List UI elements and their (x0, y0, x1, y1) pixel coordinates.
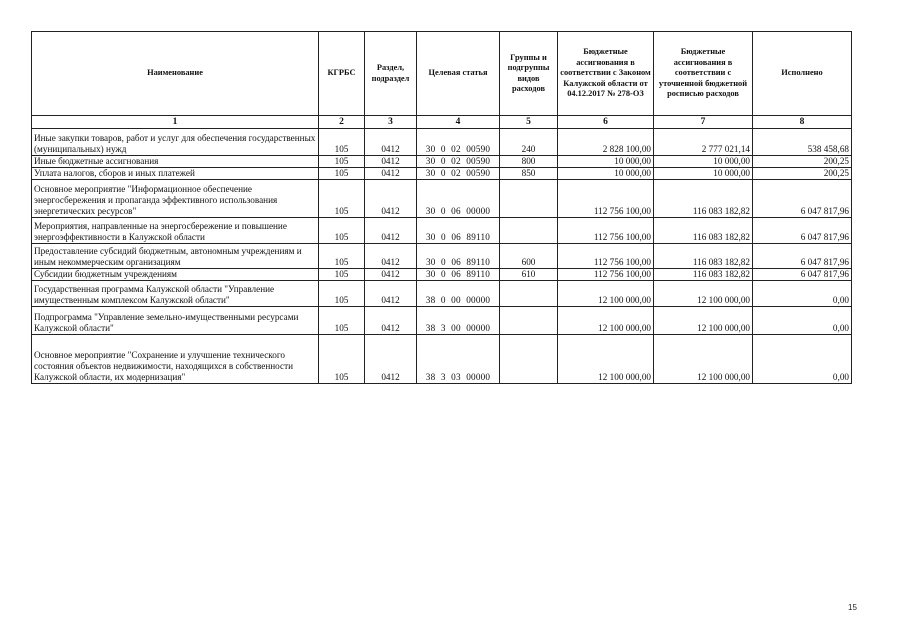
row-name: Иные закупки товаров, работ и услуг для обеспечения государственных (муниципальных) нужд (32, 129, 319, 156)
row-law-allocation: 112 756 100,00 (558, 218, 654, 244)
row-law-allocation: 10 000,00 (558, 156, 654, 168)
row-group (500, 218, 558, 244)
table-row (32, 180, 852, 218)
row-target: 38 3 03 00000 (417, 335, 500, 384)
row-refined-allocation: 116 083 182,82 (654, 180, 753, 218)
row-executed: 6 047 817,96 (753, 244, 852, 269)
row-refined-allocation: 12 100 000,00 (654, 335, 753, 384)
row-refined-allocation: 116 083 182,82 (654, 269, 753, 281)
row-kgrbs: 105 (319, 180, 365, 218)
row-target: 30 0 06 89110 (417, 269, 500, 281)
header-refined-allocation: Бюджетные ассигнования в соответствии с уточненной бюджетной росписью расходов (654, 32, 753, 116)
row-section: 0412 (365, 307, 417, 335)
budget-table (31, 31, 852, 384)
row-kgrbs: 105 (319, 168, 365, 180)
column-number: 3 (365, 116, 417, 129)
row-name: Мероприятия, направленные на энергосбережение и повышение энергоэффективности в Калужской области (32, 218, 319, 244)
row-refined-allocation: 116 083 182,82 (654, 218, 753, 244)
row-name: Уплата налогов, сборов и иных платежей (32, 168, 319, 180)
header-law-allocation: Бюджетные ассигнования в соответствии с Законом Калужской области от 04.12.2017 № 278-ОЗ (558, 32, 654, 116)
row-refined-allocation: 12 100 000,00 (654, 307, 753, 335)
row-law-allocation: 2 828 100,00 (558, 129, 654, 156)
row-kgrbs: 105 (319, 335, 365, 384)
row-refined-allocation: 10 000,00 (654, 168, 753, 180)
row-law-allocation: 112 756 100,00 (558, 244, 654, 269)
row-group: 800 (500, 156, 558, 168)
row-group: 850 (500, 168, 558, 180)
header-groups: Группы и подгруппы видов расходов (500, 32, 558, 116)
header-target: Целевая статья (417, 32, 500, 116)
column-number: 6 (558, 116, 654, 129)
column-number: 1 (32, 116, 319, 129)
table-row (32, 269, 852, 281)
row-law-allocation: 12 100 000,00 (558, 307, 654, 335)
row-section: 0412 (365, 218, 417, 244)
row-refined-allocation: 2 777 021,14 (654, 129, 753, 156)
column-number: 7 (654, 116, 753, 129)
row-law-allocation: 112 756 100,00 (558, 269, 654, 281)
header-section: Раздел, подраздел (365, 32, 417, 116)
row-group (500, 335, 558, 384)
row-kgrbs: 105 (319, 218, 365, 244)
row-executed: 200,25 (753, 156, 852, 168)
row-name: Подпрограмма "Управление земельно-имущественными ресурсами Калужской области" (32, 307, 319, 335)
row-executed: 0,00 (753, 307, 852, 335)
row-name: Государственная программа Калужской области "Управление имущественным комплексом Калужской области" (32, 281, 319, 307)
row-target: 30 0 02 00590 (417, 129, 500, 156)
row-group: 240 (500, 129, 558, 156)
row-name: Основное мероприятие "Сохранение и улучшение технического состояния объектов недвижимости, находящихся в собственности Калужской области, их модернизация" (32, 335, 319, 384)
row-refined-allocation: 116 083 182,82 (654, 244, 753, 269)
row-target: 30 0 02 00590 (417, 156, 500, 168)
column-number: 5 (500, 116, 558, 129)
row-kgrbs: 105 (319, 244, 365, 269)
row-group (500, 307, 558, 335)
page-number: 15 (848, 603, 857, 612)
row-section: 0412 (365, 281, 417, 307)
row-kgrbs: 105 (319, 156, 365, 168)
column-number: 2 (319, 116, 365, 129)
table-row (32, 281, 852, 307)
row-name: Иные бюджетные ассигнования (32, 156, 319, 168)
row-section: 0412 (365, 335, 417, 384)
row-law-allocation: 12 100 000,00 (558, 335, 654, 384)
row-group: 600 (500, 244, 558, 269)
row-kgrbs: 105 (319, 307, 365, 335)
table-row (32, 168, 852, 180)
row-executed: 538 458,68 (753, 129, 852, 156)
table-row (32, 218, 852, 244)
row-name: Субсидии бюджетным учреждениям (32, 269, 319, 281)
row-section: 0412 (365, 244, 417, 269)
header-kgrbs: КГРБС (319, 32, 365, 116)
column-number-row (32, 116, 852, 129)
row-kgrbs: 105 (319, 269, 365, 281)
row-target: 30 0 06 89110 (417, 244, 500, 269)
row-executed: 0,00 (753, 335, 852, 384)
row-target: 30 0 06 89110 (417, 218, 500, 244)
row-target: 30 0 02 00590 (417, 168, 500, 180)
row-law-allocation: 112 756 100,00 (558, 180, 654, 218)
row-target: 30 0 06 00000 (417, 180, 500, 218)
table-row (32, 244, 852, 269)
row-group (500, 180, 558, 218)
row-section: 0412 (365, 129, 417, 156)
column-number: 8 (753, 116, 852, 129)
header-executed: Исполнено (753, 32, 852, 116)
row-executed: 6 047 817,96 (753, 218, 852, 244)
row-executed: 6 047 817,96 (753, 269, 852, 281)
row-group (500, 281, 558, 307)
row-law-allocation: 10 000,00 (558, 168, 654, 180)
row-group: 610 (500, 269, 558, 281)
row-refined-allocation: 12 100 000,00 (654, 281, 753, 307)
row-section: 0412 (365, 180, 417, 218)
row-section: 0412 (365, 168, 417, 180)
table-row (32, 156, 852, 168)
row-kgrbs: 105 (319, 129, 365, 156)
row-kgrbs: 105 (319, 281, 365, 307)
row-law-allocation: 12 100 000,00 (558, 281, 654, 307)
row-target: 38 3 00 00000 (417, 307, 500, 335)
header-name: Наименование (32, 32, 319, 116)
row-executed: 0,00 (753, 281, 852, 307)
row-section: 0412 (365, 269, 417, 281)
row-executed: 200,25 (753, 168, 852, 180)
table-body (32, 129, 852, 384)
row-refined-allocation: 10 000,00 (654, 156, 753, 168)
table-row (32, 129, 852, 156)
row-executed: 6 047 817,96 (753, 180, 852, 218)
document-page (31, 31, 851, 384)
table-row (32, 307, 852, 335)
column-number: 4 (417, 116, 500, 129)
row-section: 0412 (365, 156, 417, 168)
header-row (32, 32, 852, 116)
row-name: Основное мероприятие "Информационное обеспечение энергосбережения и пропаганда эффективного использования энергетических ресурсов" (32, 180, 319, 218)
row-name: Предоставление субсидий бюджетным, автономным учреждениям и иным некоммерческим организациям (32, 244, 319, 269)
row-target: 38 0 00 00000 (417, 281, 500, 307)
table-row (32, 335, 852, 384)
